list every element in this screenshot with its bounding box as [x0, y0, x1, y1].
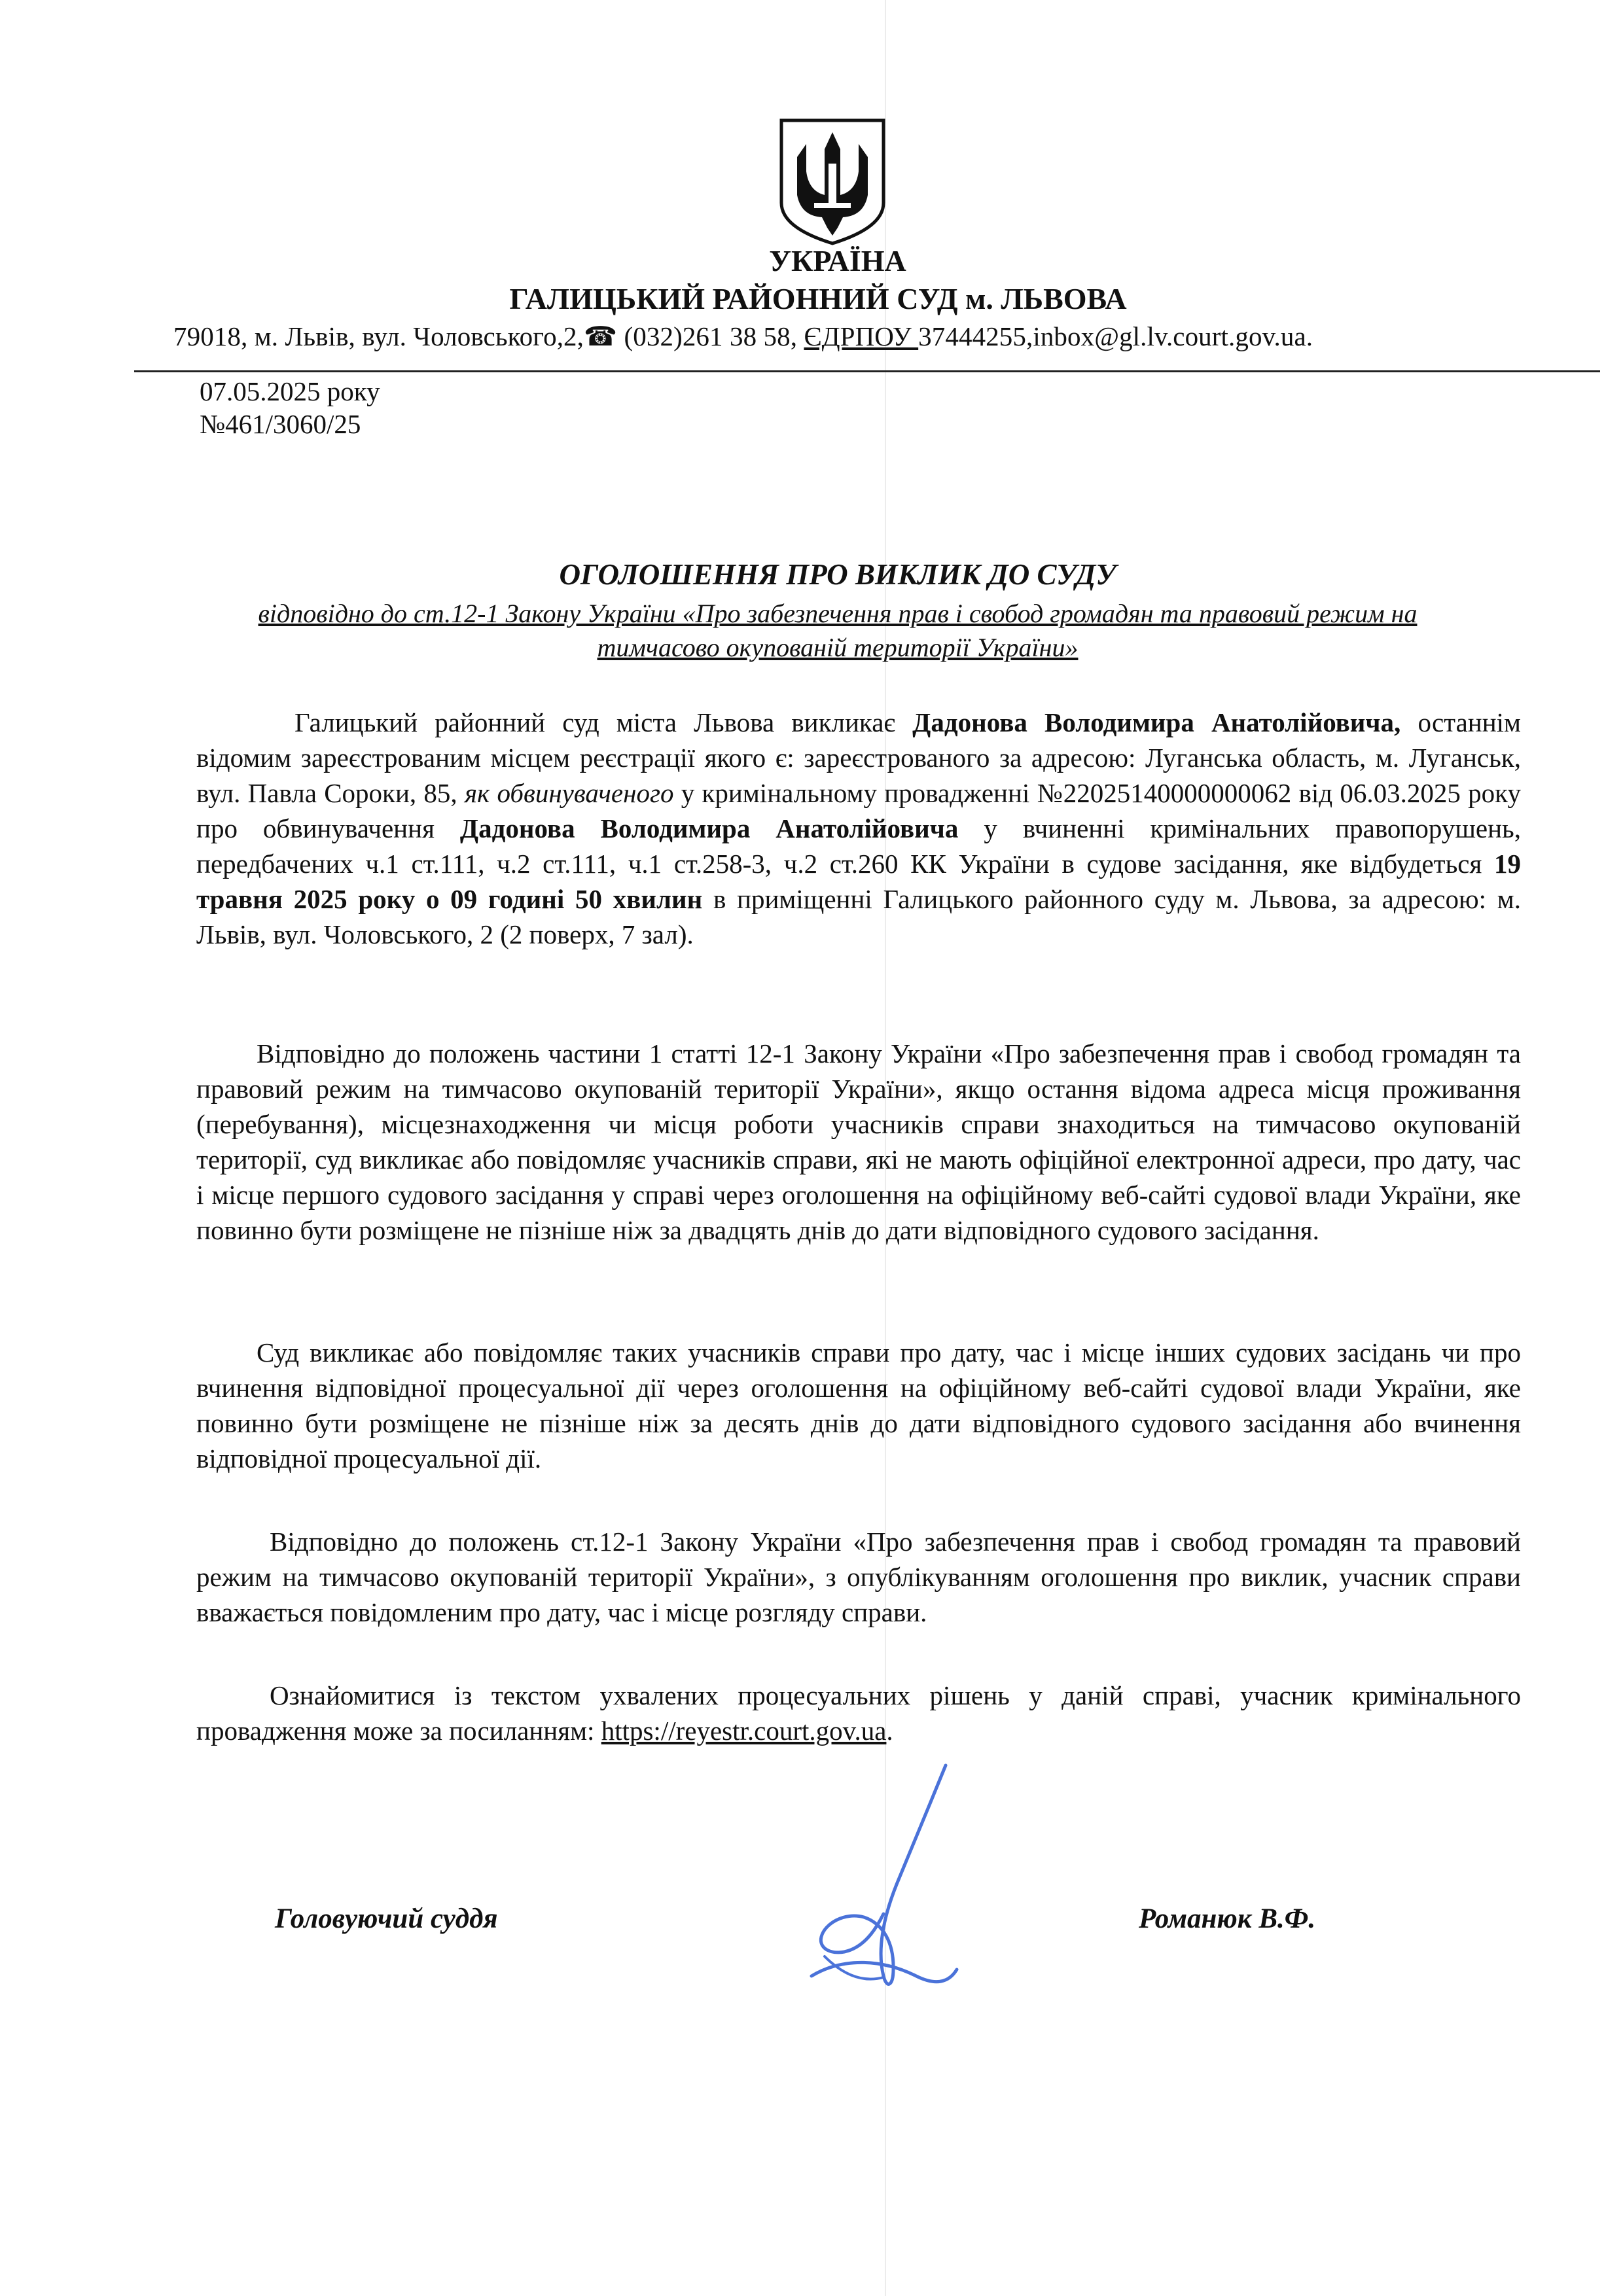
defendant-name: Дадонова Володимира Анатолійовича, [912, 707, 1401, 737]
coat-of-arms-icon [777, 118, 887, 246]
hearing-datetime: 19 травня 2025 року о 09 годині 50 хвилин [196, 849, 1521, 914]
paragraph-registry-link [196, 1678, 1521, 1748]
signer-role: Головуючий суддя [275, 1903, 498, 1934]
phone-icon: ☎ [584, 321, 618, 351]
paragraph-notification: Відповідно до положень ст.12-1 Закону України «Про забезпечення прав і свобод громадян та правовий режим на тимчасово окупованій території України», з опублікуванням оголошення про виклик, учасник справи вважається повідомленим про дату, час і місце розгляду справи. [196, 1527, 1521, 1627]
court-phone: (032)261 38 58, [617, 321, 804, 351]
defendant-status: як обвинуваченого [464, 778, 674, 808]
handwritten-signature [785, 1760, 982, 2002]
paragraph-summons [196, 705, 1521, 952]
p5-text: Ознайомитися із текстом ухвалених процесуальних рішень у даній справі, учасник кримінального провадження може за посиланням: [196, 1680, 1521, 1746]
court-address: 79018, м. Львів, вул. Чоловського,2, [173, 321, 584, 351]
p5-end: . [886, 1716, 893, 1746]
court-contacts [173, 321, 1313, 352]
p1-text-1: Галицький районний суд міста Львова викликає [294, 707, 913, 737]
edrpou-and-email: 37444255,inbox@gl.lv.court.gov.ua. [918, 321, 1313, 351]
signer-name: Романюк В.Ф. [1139, 1903, 1316, 1934]
paragraph-other-hearings: Суд викликає або повідомляє таких учасників справи про дату, час і місце інших судових засідань чи про вчинення відповідної процесуальної дії через оголошення на офіційному веб-сайті судової влади України, яке повинно бути розміщене не пізніше ніж за десять днів до дати відповідного судового засідання або вчинення відповідної процесуальної дії. [196, 1337, 1521, 1474]
document-date: 07.05.2025 року [200, 376, 380, 406]
p1-text-4: у вчиненні кримінальних правопорушень, передбачених ч.1 ст.111, ч.2 ст.111, ч.1 ст.258-3, ч.2 ст.260 КК України в судове засідання, яке відбудеться [196, 813, 1521, 879]
court-heading: ГАЛИЦЬКИЙ РАЙОННИЙ СУД м. ЛЬВОВА [509, 282, 1127, 315]
defendant-name-2: Дадонова Володимира Анатолійовича [459, 813, 959, 843]
edrpou-label: ЄДРПОУ [804, 321, 919, 351]
header-divider [134, 370, 1600, 372]
country-heading: УКРАЇНА [769, 244, 906, 277]
document-subtitle: відповідно до ст.12-1 Закону України «Про забезпечення прав і свобод громадян та правовий режим на тимчасово окупованій території України» [258, 599, 1418, 662]
document-title: ОГОЛОШЕННЯ ПРО ВИКЛИК ДО СУДУ [559, 558, 1116, 591]
p1-text-2: останнім відомим зареєстрованим місцем реєстрації якого є: зареєстрованого за адресою: Луганська область, м. Луганськ, вул. Павла Сороки, 85, [196, 707, 1521, 808]
document-number: №461/3060/25 [200, 409, 361, 439]
p1-text-5: в приміщенні Галицького районного суду м. Львова, за адресою: м. Львів, вул. Чоловського, 2 (2 поверх, 7 зал). [196, 884, 1521, 949]
registry-link[interactable]: https://reyestr.court.gov.ua [601, 1716, 887, 1746]
p1-text-3: у кримінальному провадженні №22025140000000062 від 06.03.2025 року про обвинувачення [196, 778, 1521, 843]
paragraph-law-part1: Відповідно до положень частини 1 статті 12-1 Закону України «Про забезпечення прав і свобод громадян та правовий режим на тимчасово окупованій території України», якщо остання відома адреса місця проживання (перебування), місцезнаходження чи місця роботи учасників справи знаходиться на тимчасово окупованій території, суд викликає або повідомляє учасників справи, які не мають офіційної електронної адреси, про дату, час і місце першого судового засідання у справі через оголошення на офіційному веб-сайті судової влади України, яке повинно бути розміщене не пізніше ніж за двадцять днів до дати відповідного судового засідання. [196, 1038, 1521, 1245]
